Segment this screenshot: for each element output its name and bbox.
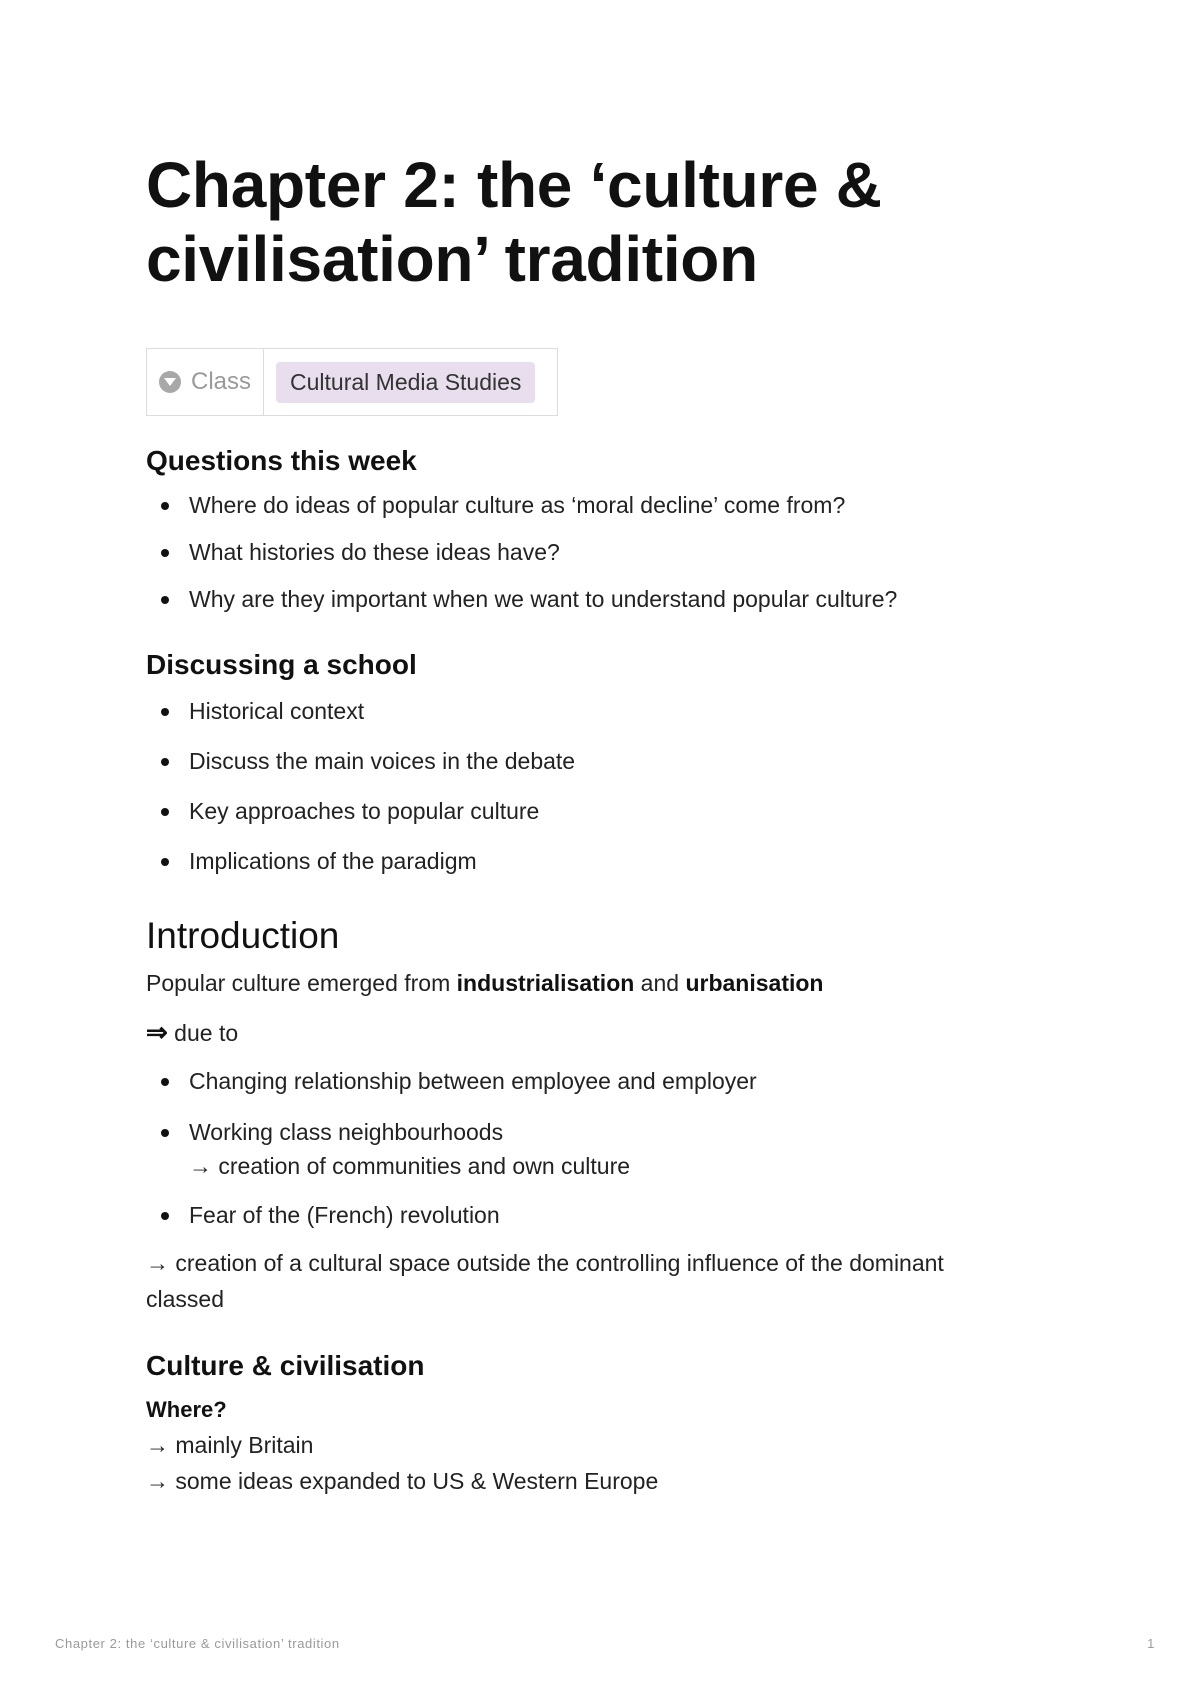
where-line-britain: → mainly Britain	[146, 1432, 314, 1458]
introduction-paragraph	[146, 965, 1046, 1001]
list-item: Changing relationship between employee and employer	[146, 1064, 1046, 1098]
list-item-text: Working class neighbourhoods	[189, 1119, 504, 1145]
intro-text-prefix: Popular culture emerged from	[146, 970, 457, 996]
property-value-cell[interactable]	[264, 349, 557, 415]
introduction-heading: Introduction	[146, 915, 340, 956]
property-name: Class	[191, 368, 252, 395]
page-title-line1: Chapter 2: the ‘culture &	[146, 149, 882, 221]
list-item	[146, 1115, 1046, 1183]
culture-civilisation-heading: Culture & civilisation	[146, 1350, 425, 1381]
list-item: Where do ideas of popular culture as ‘moral decline’ come from?	[146, 488, 1046, 522]
due-to-line	[146, 1014, 1046, 1051]
list-item: Key approaches to popular culture	[146, 794, 1046, 828]
footer-title: Chapter 2: the ‘culture & civilisation’ tradition	[55, 1636, 340, 1651]
questions-list	[146, 488, 1046, 616]
property-name-cell	[147, 349, 264, 415]
discussing-heading: Discussing a school	[146, 649, 417, 680]
page-title	[146, 148, 1046, 296]
list-item: Discuss the main voices in the debate	[146, 744, 1046, 778]
introduction-conclusion	[146, 1245, 1046, 1317]
conclusion-line2: classed	[146, 1286, 224, 1312]
list-item: What histories do these ideas have?	[146, 535, 1046, 569]
document-page	[146, 148, 1046, 1499]
class-tag[interactable]: Cultural Media Studies	[276, 362, 535, 403]
list-item: Historical context	[146, 694, 1046, 728]
page-number: 1	[1147, 1636, 1155, 1651]
due-to-text: due to	[167, 1020, 239, 1046]
questions-heading: Questions this week	[146, 445, 417, 476]
page-footer	[55, 1636, 1155, 1651]
list-item: Implications of the paradigm	[146, 844, 1046, 878]
list-item: Fear of the (French) revolution	[146, 1198, 1046, 1232]
double-arrow-icon: ⇒	[146, 1017, 168, 1047]
intro-bold-industrialisation: industrialisation	[456, 970, 635, 996]
dropdown-circle-icon	[159, 371, 181, 393]
list-item-subline: → creation of communities and own culture	[189, 1153, 631, 1179]
conclusion-line1: → creation of a cultural space outside the controlling influence of the dominant	[146, 1250, 944, 1276]
introduction-list	[146, 1064, 1046, 1232]
intro-text-mid: and	[634, 970, 686, 996]
where-label: Where?	[146, 1397, 227, 1422]
property-row	[146, 348, 558, 416]
list-item: Why are they important when we want to understand popular culture?	[146, 582, 1046, 616]
where-line-us-europe: → some ideas expanded to US & Western Europe	[146, 1468, 659, 1494]
intro-bold-urbanisation: urbanisation	[685, 970, 824, 996]
discussing-list	[146, 694, 1046, 878]
page-title-line2: civilisation’ tradition	[146, 223, 758, 295]
